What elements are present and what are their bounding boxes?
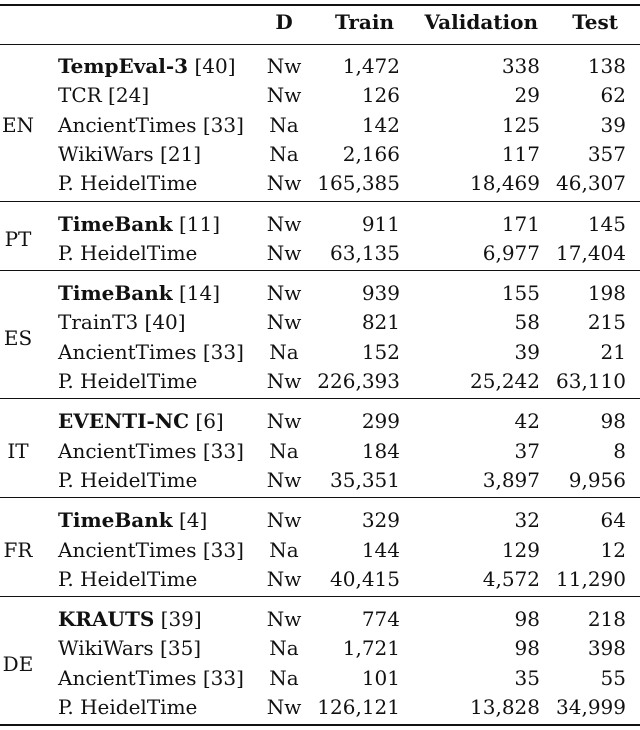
dataset-name	[58, 210, 258, 239]
validation-cell: 25,242	[470, 369, 540, 393]
train-cell: 911	[361, 211, 400, 236]
dataset-title: P. HeidelTime	[58, 369, 198, 393]
dataset-name	[58, 338, 258, 367]
dataset-title: WikiWars	[58, 141, 154, 166]
domain-cell: Na	[269, 537, 299, 562]
dataset-citation: [33]	[196, 665, 244, 690]
train-cell: 2,166	[342, 141, 400, 166]
domain-cell: Na	[269, 665, 299, 690]
dataset-citation: [33]	[196, 537, 244, 562]
dataset-title: AncientTimes	[58, 537, 197, 562]
train-cell: 101	[361, 665, 400, 690]
test-cell: 398	[587, 636, 626, 661]
dataset-citation: [39]	[154, 607, 202, 632]
validation-cell: 32	[514, 508, 540, 533]
train-cell: 40,415	[330, 566, 400, 591]
train-cell: 152	[361, 339, 400, 364]
dataset-name	[58, 367, 258, 396]
validation-cell: 338	[501, 54, 540, 78]
validation-cell: 125	[501, 112, 540, 137]
dataset-citation: [11]	[172, 211, 221, 236]
domain-cell: Nw	[266, 83, 302, 108]
dataset-title: TempEval-3	[58, 54, 189, 78]
validation-cell: 35	[514, 665, 540, 690]
domain-cell: Nw	[266, 695, 302, 719]
top-rule	[0, 4, 640, 6]
test-cell: 62	[600, 83, 626, 108]
dataset-title: AncientTimes	[58, 438, 197, 463]
test-cell: 218	[587, 607, 626, 632]
dataset-citation: [21]	[153, 141, 202, 166]
dataset-name	[58, 605, 258, 634]
validation-cell: 42	[514, 409, 540, 434]
group-separator	[0, 201, 640, 202]
test-cell: 17,404	[556, 240, 626, 265]
domain-cell: Na	[269, 112, 299, 137]
validation-cell: 39	[514, 339, 540, 364]
validation-cell: 155	[501, 281, 540, 306]
validation-cell: 171	[501, 211, 540, 236]
header-train: Train	[334, 10, 394, 34]
header-rule	[0, 44, 640, 45]
dataset-title: AncientTimes	[58, 339, 197, 364]
dataset-citation: [24]	[101, 83, 150, 108]
group-separator	[0, 596, 640, 597]
domain-cell: Nw	[266, 369, 302, 393]
language-label: FR	[3, 538, 33, 563]
test-cell: 145	[587, 211, 626, 236]
dataset-citation: [14]	[172, 281, 221, 306]
dataset-citation: [40]	[138, 310, 186, 335]
train-cell: 299	[361, 409, 400, 434]
group-separator	[0, 497, 640, 498]
train-cell: 329	[361, 508, 400, 533]
validation-cell: 37	[514, 438, 540, 463]
test-cell: 357	[587, 141, 626, 166]
domain-cell: Nw	[266, 281, 302, 306]
validation-cell: 58	[514, 310, 540, 335]
train-cell: 126	[361, 83, 400, 108]
validation-cell: 29	[514, 83, 540, 108]
header-domain: D	[275, 10, 293, 34]
dataset-name	[58, 693, 258, 722]
test-cell: 55	[600, 665, 626, 690]
validation-cell: 117	[501, 141, 540, 166]
train-cell: 774	[361, 607, 400, 632]
language-label: ES	[3, 325, 33, 350]
test-cell: 98	[600, 409, 626, 434]
domain-cell: Na	[269, 636, 299, 661]
dataset-title: TrainT3	[58, 310, 139, 335]
domain-cell: Nw	[266, 171, 302, 196]
train-cell: 1,721	[342, 636, 400, 661]
domain-cell: Nw	[266, 240, 302, 265]
test-cell: 63,110	[556, 369, 626, 393]
dataset-name	[58, 536, 258, 565]
domain-cell: Nw	[266, 508, 302, 533]
dataset-title: EVENTI-NC	[58, 409, 190, 434]
language-label: DE	[2, 651, 34, 676]
test-cell: 12	[600, 537, 626, 562]
dataset-name	[58, 52, 258, 81]
dataset-citation: [4]	[172, 508, 208, 533]
language-label: IT	[7, 439, 29, 464]
train-cell: 821	[361, 310, 400, 335]
test-cell: 34,999	[556, 695, 626, 719]
test-cell: 46,307	[556, 171, 626, 196]
dataset-citation: [40]	[188, 54, 236, 78]
test-cell: 11,290	[556, 566, 626, 591]
dataset-title: TimeBank	[58, 281, 173, 306]
dataset-title: AncientTimes	[58, 112, 197, 137]
train-cell: 63,135	[330, 240, 400, 265]
test-cell: 64	[600, 508, 626, 533]
dataset-citation: [33]	[196, 112, 244, 137]
group-separator	[0, 398, 640, 399]
validation-cell: 6,977	[482, 240, 540, 265]
domain-cell: Nw	[266, 54, 302, 78]
train-cell: 939	[361, 281, 400, 306]
dataset-citation: [33]	[196, 438, 244, 463]
train-cell: 144	[361, 537, 400, 562]
train-cell: 165,385	[317, 171, 400, 196]
dataset-title: P. HeidelTime	[58, 171, 198, 196]
validation-cell: 98	[514, 636, 540, 661]
dataset-title: P. HeidelTime	[58, 467, 198, 492]
validation-cell: 4,572	[482, 566, 540, 591]
test-cell: 215	[587, 310, 626, 335]
domain-cell: Nw	[266, 310, 302, 335]
dataset-name	[58, 239, 258, 268]
dataset-name	[58, 308, 258, 337]
dataset-title: WikiWars	[58, 636, 154, 661]
dataset-name	[58, 111, 258, 140]
train-cell: 1,472	[342, 54, 400, 78]
validation-cell: 129	[501, 537, 540, 562]
header-test: Test	[572, 10, 618, 34]
language-label: EN	[1, 113, 35, 138]
dataset-name	[58, 565, 258, 594]
domain-cell: Nw	[266, 566, 302, 591]
train-cell: 142	[361, 112, 400, 137]
domain-cell: Nw	[266, 409, 302, 434]
dataset-citation: [35]	[153, 636, 202, 661]
test-cell: 21	[600, 339, 626, 364]
train-cell: 184	[361, 438, 400, 463]
dataset-name	[58, 634, 258, 663]
dataset-name	[58, 169, 258, 198]
train-cell: 226,393	[317, 369, 400, 393]
dataset-name	[58, 466, 258, 495]
validation-cell: 98	[514, 607, 540, 632]
dataset-name	[58, 140, 258, 169]
dataset-title: TCR	[58, 83, 102, 108]
test-cell: 8	[613, 438, 626, 463]
dataset-name	[58, 664, 258, 693]
dataset-title: P. HeidelTime	[58, 695, 198, 719]
dataset-title: P. HeidelTime	[58, 240, 198, 265]
domain-cell: Na	[269, 141, 299, 166]
dataset-title: AncientTimes	[58, 665, 197, 690]
validation-cell: 18,469	[470, 171, 540, 196]
test-cell: 9,956	[568, 467, 626, 492]
dataset-title: TimeBank	[58, 508, 173, 533]
dataset-title: KRAUTS	[58, 607, 155, 632]
dataset-citation: [6]	[189, 409, 224, 434]
domain-cell: Na	[269, 438, 299, 463]
test-cell: 198	[587, 281, 626, 306]
dataset-name	[58, 81, 258, 110]
dataset-name	[58, 437, 258, 466]
language-label: PT	[4, 226, 32, 251]
dataset-citation: [33]	[196, 339, 244, 364]
bottom-rule	[0, 724, 640, 726]
train-cell: 35,351	[330, 467, 400, 492]
test-cell: 138	[587, 54, 626, 78]
validation-cell: 3,897	[482, 467, 540, 492]
train-cell: 126,121	[317, 695, 400, 719]
validation-cell: 13,828	[470, 695, 540, 719]
dataset-title: P. HeidelTime	[58, 566, 198, 591]
dataset-title: TimeBank	[58, 211, 173, 236]
header-validation: Validation	[424, 10, 538, 34]
dataset-name	[58, 407, 258, 436]
dataset-name	[58, 279, 258, 308]
domain-cell: Nw	[266, 211, 302, 236]
domain-cell: Nw	[266, 467, 302, 492]
dataset-name	[58, 506, 258, 535]
group-separator	[0, 270, 640, 271]
domain-cell: Nw	[266, 607, 302, 632]
domain-cell: Na	[269, 339, 299, 364]
test-cell: 39	[600, 112, 626, 137]
